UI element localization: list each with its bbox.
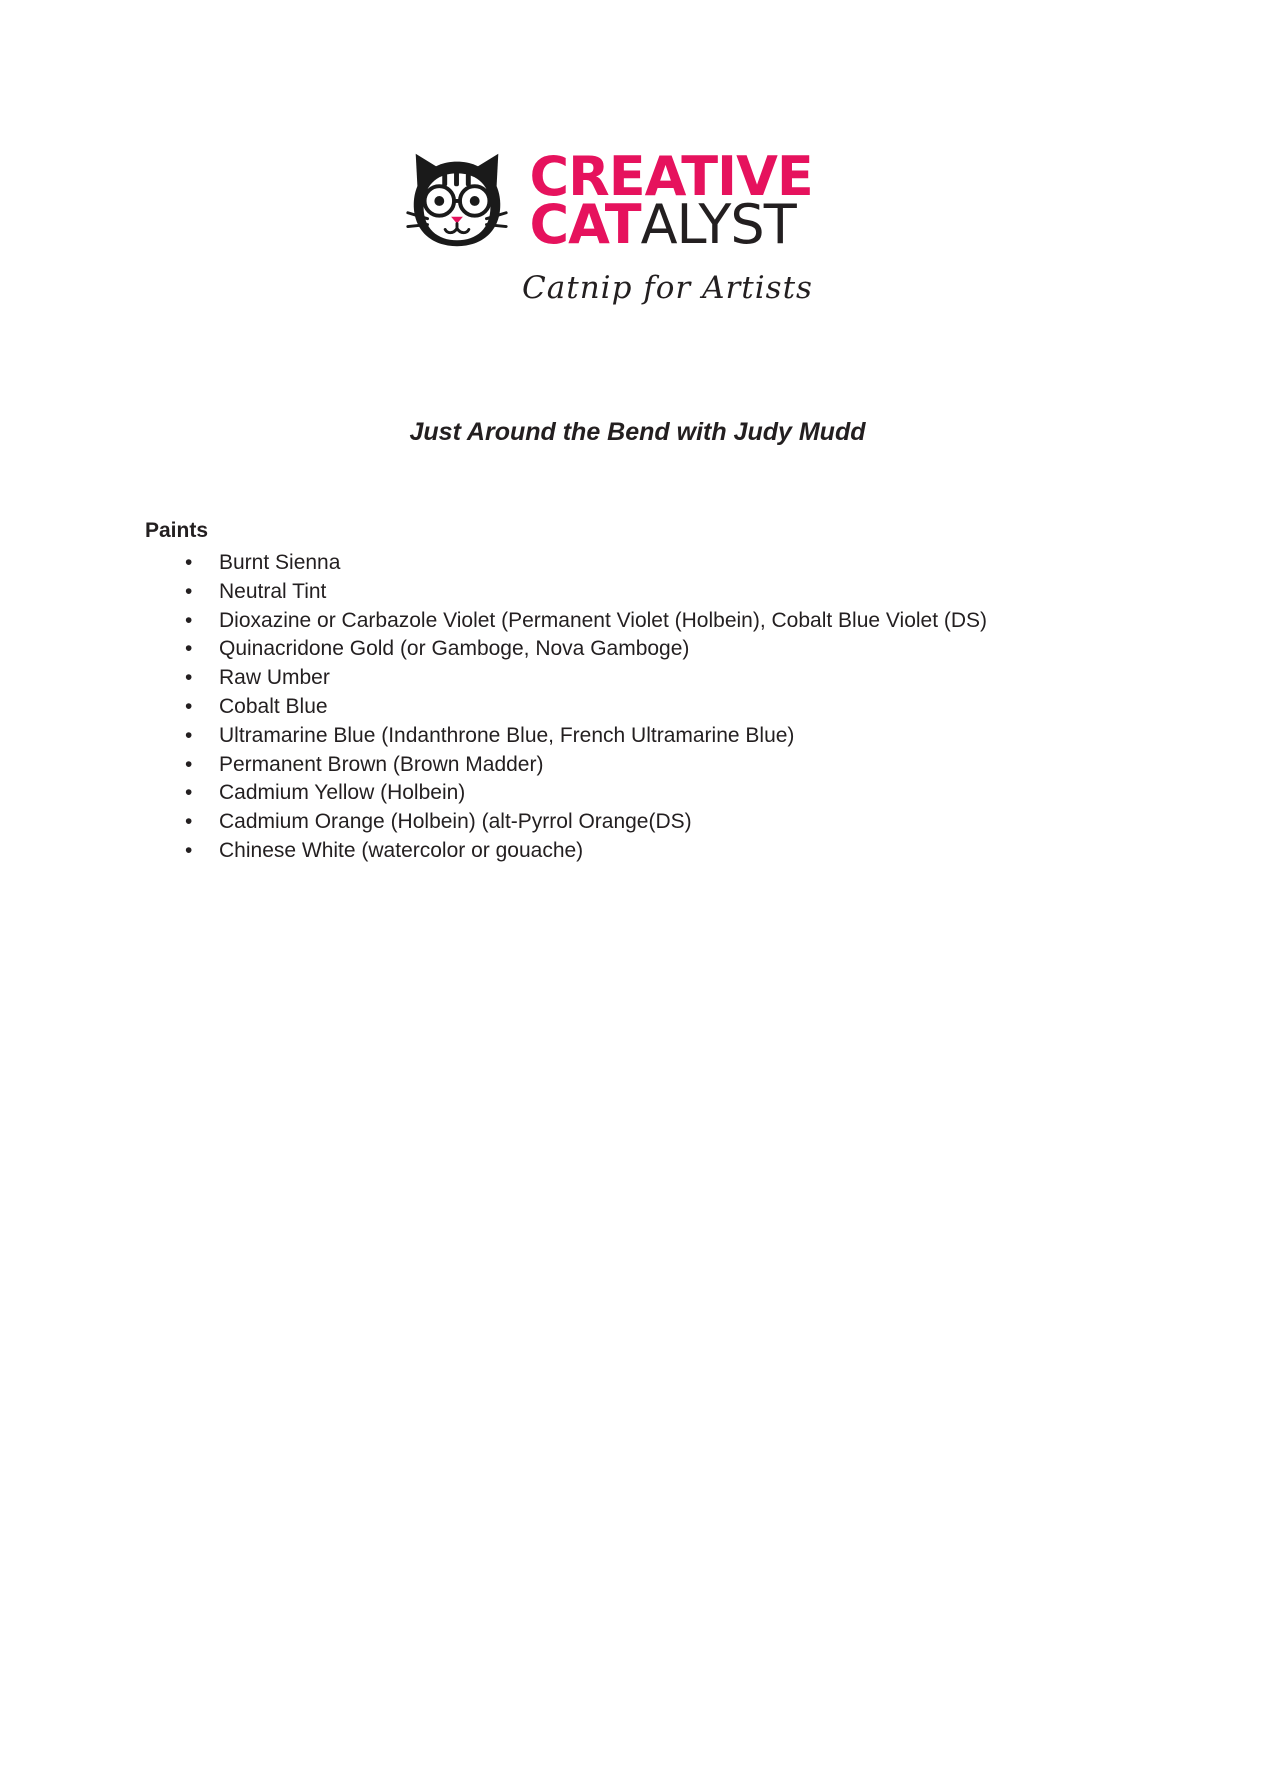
list-item-label: Dioxazine or Carbazole Violet (Permanent Violet (Holbein), Cobalt Blue Violet (DS): [219, 608, 988, 632]
list-item-label: Neutral Tint: [219, 579, 327, 603]
list-item: [145, 693, 1175, 722]
list-item: [145, 837, 1175, 866]
brand-tagline: Catnip for Artists: [522, 270, 813, 306]
brand-logo: [0, 140, 1275, 306]
list-item: [145, 722, 1175, 751]
bullet-glyph: •: [185, 551, 193, 574]
list-item-label: Cobalt Blue: [219, 694, 328, 718]
document-page: [0, 140, 1275, 1790]
list-item: [145, 751, 1175, 780]
bullet-glyph: •: [185, 838, 193, 862]
list-item-label: Chinese White (watercolor or gouache): [219, 838, 584, 862]
cat-with-glasses-icon: [398, 140, 516, 258]
list-item: [145, 635, 1175, 664]
page-title: Just Around the Bend with Judy Mudd: [409, 418, 866, 446]
bullet-glyph: •: [185, 666, 193, 690]
list-item: [145, 664, 1175, 693]
bullet-glyph: •: [185, 694, 193, 718]
bullet-glyph: •: [185, 781, 193, 805]
list-item-label: Burnt Sienna: [219, 551, 341, 574]
list-item-label: Raw Umber: [219, 666, 330, 690]
bullet-glyph: •: [185, 608, 193, 632]
bullet-glyph: •: [185, 637, 193, 661]
brand-catalyst-line: [529, 193, 813, 256]
list-item: [145, 607, 1175, 636]
list-item-label: Ultramarine Blue (Indanthrone Blue, French Ultramarine Blue): [219, 723, 795, 747]
bullet-glyph: •: [185, 579, 193, 603]
brand-alyst-text: ALYST: [640, 193, 796, 256]
bullet-glyph: •: [185, 723, 193, 747]
list-item: [145, 578, 1175, 607]
list-item-label: Cadmium Yellow (Holbein): [219, 781, 466, 805]
list-item: [145, 779, 1175, 808]
logo-row: [398, 140, 878, 258]
wordmark: [529, 145, 813, 256]
section-heading-paints: Paints: [145, 519, 209, 542]
brand-cat-text: CAT: [529, 193, 641, 256]
list-item-label: Cadmium Orange (Holbein) (alt-Pyrrol Orange(DS): [219, 810, 692, 834]
document-body: [0, 519, 1275, 866]
brand-creative-text: CREATIVE: [529, 145, 813, 209]
bullet-glyph: •: [185, 810, 193, 834]
paints-list: [145, 549, 1175, 866]
bullet-glyph: •: [185, 752, 193, 776]
list-item-label: Quinacridone Gold (or Gamboge, Nova Gamboge): [219, 637, 690, 661]
list-item-label: Permanent Brown (Brown Madder): [219, 752, 544, 776]
list-item: [145, 808, 1175, 837]
logo-inner: [398, 140, 878, 306]
list-item: [145, 549, 1175, 578]
